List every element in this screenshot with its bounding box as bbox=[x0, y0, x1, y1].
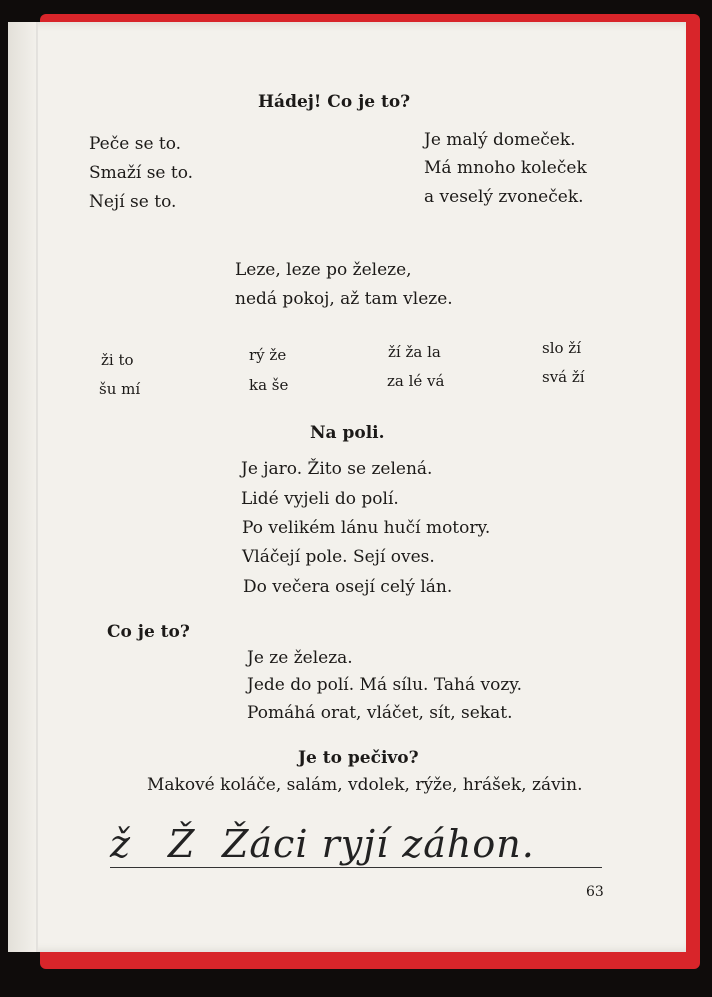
syllable-word: ži to bbox=[101, 351, 134, 369]
riddle3-line: Je ze železa. bbox=[247, 648, 353, 668]
syllable-word: svá ží bbox=[542, 368, 585, 386]
handwritten-small-letter: ž bbox=[110, 822, 131, 866]
syllable-word: ka še bbox=[249, 376, 289, 394]
field-line: Je jaro. Žito se zelená. bbox=[241, 459, 433, 479]
field-line: Lidé vyjeli do polí. bbox=[241, 489, 399, 509]
syllable-word: rý že bbox=[249, 346, 287, 364]
page-crease bbox=[36, 22, 38, 952]
handwritten-capital-letter: Ž bbox=[168, 822, 195, 866]
riddle-title: Hádej! Co je to? bbox=[258, 92, 411, 112]
syllable-word: šu mí bbox=[99, 380, 141, 398]
riddle3-line: Pomáhá orat, vláčet, sít, sekat. bbox=[247, 703, 513, 723]
syllable-word: za lé vá bbox=[387, 372, 445, 390]
riddle-left-line: Smaží se to. bbox=[89, 163, 194, 183]
field-line: Do večera osejí celý lán. bbox=[243, 577, 453, 597]
riddle-right-line: Má mnoho koleček bbox=[424, 158, 587, 178]
field-line: Vláčejí pole. Sejí oves. bbox=[242, 547, 435, 567]
riddle-right-line: a veselý zvoneček. bbox=[424, 187, 584, 207]
field-line: Po velikém lánu hučí motory. bbox=[242, 518, 491, 538]
riddle-left-line: Peče se to. bbox=[89, 134, 182, 154]
page-number: 63 bbox=[586, 884, 604, 900]
handwritten-sentence: Žáci ryjí záhon. bbox=[222, 822, 535, 866]
riddle-left-line: Nejí se to. bbox=[89, 192, 177, 212]
riddle-right-line: Je malý domeček. bbox=[424, 130, 576, 150]
riddle3-line: Jede do polí. Má sílu. Tahá vozy. bbox=[247, 675, 523, 695]
section-title: Je to pečivo? bbox=[298, 748, 419, 768]
section-title: Co je to? bbox=[107, 622, 190, 642]
section-title: Na poli. bbox=[310, 423, 385, 443]
syllable-word: ží ža la bbox=[388, 343, 441, 361]
writing-baseline bbox=[110, 867, 602, 868]
riddle2-line: nedá pokoj, až tam vleze. bbox=[235, 289, 453, 309]
page-edge-shadow bbox=[8, 22, 38, 952]
riddle2-line: Leze, leze po železe, bbox=[235, 260, 412, 280]
syllable-word: slo ží bbox=[542, 339, 581, 357]
pastry-line: Makové koláče, salám, vdolek, rýže, hrášek, závin. bbox=[147, 775, 583, 795]
